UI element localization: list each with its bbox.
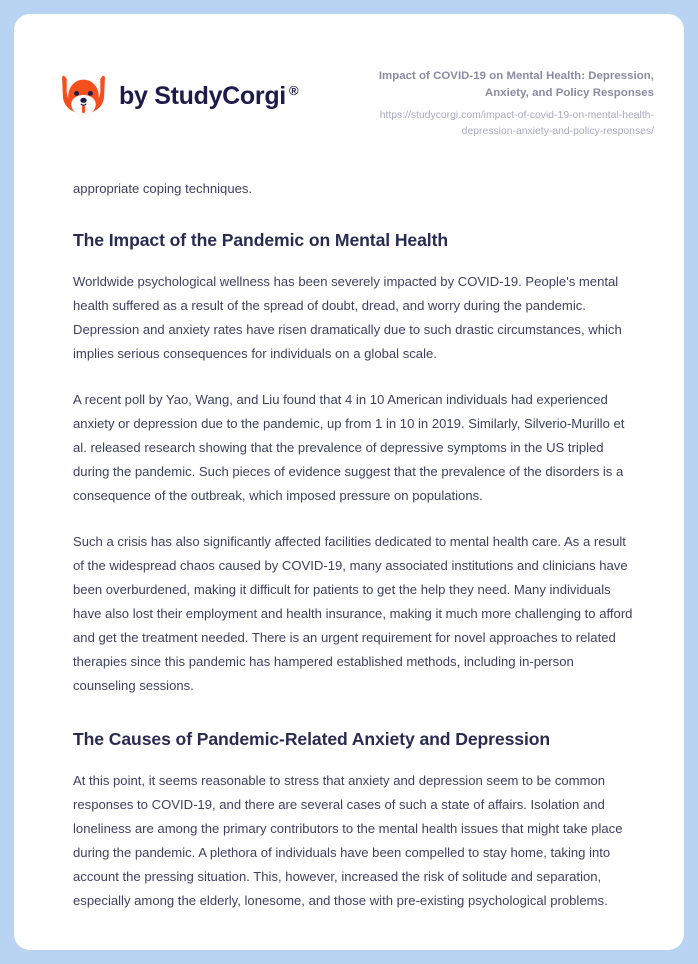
document-page xyxy=(14,14,684,950)
paragraph-isolation-loneliness: At this point, it seems reasonable to stress that anxiety and depression seem to be common responses to COVID-19, and there are several cases of such a state of affairs. Isolation and loneliness are among the primary contributors to the mental health issues that might take place during the pandemic. A plethora of individuals have been compelled to stay home, taking into account the pressing situation. This, however, increased the risk of solitude and separation, especially among the elderly, lonesome, and those with pre-existing psychological problems. xyxy=(73,773,623,908)
document-meta xyxy=(334,62,654,139)
brand-wordmark-text: by StudyCorgi xyxy=(119,82,286,110)
document-url: https://studycorgi.com/impact-of-covid-19-on-mental-health-depression-anxiety-and-policy-responses/ xyxy=(379,110,654,137)
document-header xyxy=(14,14,684,139)
section-heading-impact: The Impact of the Pandemic on Mental Health xyxy=(73,230,448,251)
section-heading-causes: The Causes of Pandemic-Related Anxiety and Depression xyxy=(73,729,551,750)
paragraph-recent-poll: A recent poll by Yao, Wang, and Liu found that 4 in 10 American individuals had experienced anxiety or depression due to the pandemic, up from 1 in 10 in 2019. Similarly, Silverio-Murillo et al. released research showing that the prevalence of depressive symptoms in the US tripled during the pandemic. Such pieces of evidence suggest that the prevalence of the disorders is a consequence of the outbreak, which imposed pressure on populations. xyxy=(73,392,625,504)
corgi-face-icon xyxy=(59,72,108,121)
paragraph-facilities-crisis: Such a crisis has also significantly affected facilities dedicated to mental health care. As a result of the widespread chaos caused by COVID-19, many associated institutions and clinicians have been overburdened, making it difficult for patients to get the help they need. Many individuals have also lost their employment and health insurance, making it much more challenging to afford and get the treatment needed. There is an urgent requirement for novel approaches to related therapies since this pandemic has hampered established methods, including in-person counseling sessions. xyxy=(73,534,633,694)
brand-logo xyxy=(59,62,298,121)
paragraph-worldwide-wellness: Worldwide psychological wellness has been severely impacted by COVID-19. People's mental health suffered as a result of the spread of doubt, dread, and worry during the pandemic. Depression and anxiety rates have risen dramatically due to such drastic circumstances, which implies serious consequences for individuals on a global scale. xyxy=(73,274,622,362)
brand-wordmark xyxy=(119,82,298,111)
document-title: Impact of COVID-19 on Mental Health: Depression, Anxiety, and Policy Responses xyxy=(378,70,654,99)
registered-trademark-icon: ® xyxy=(288,83,299,98)
lead-fragment: appropriate coping techniques. xyxy=(73,181,253,197)
document-body xyxy=(14,177,684,913)
